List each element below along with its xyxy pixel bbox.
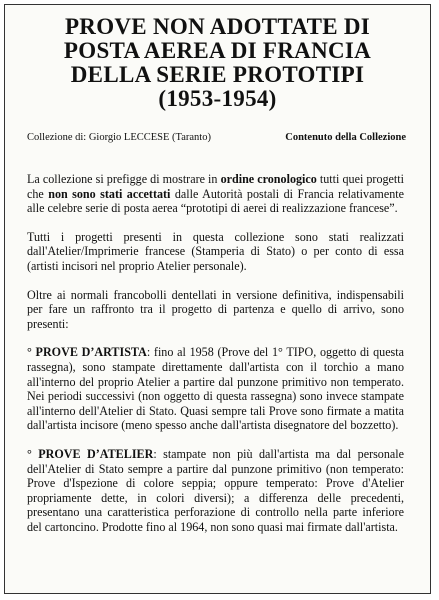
title-line-4: (1953-1954) [158, 86, 277, 111]
artist-proofs-heading: ° PROVE D’ARTISTA [27, 345, 147, 360]
collection-owner: Collezione di: Giorgio LECCESE (Taranto) [27, 132, 211, 143]
intro-emphasis-chronological: ordine cronologico [220, 172, 317, 186]
paragraph-intro [27, 172, 404, 216]
title-line-2: POSTA AEREA DI FRANCIA [63, 38, 372, 63]
paragraph-artist-proofs [27, 345, 404, 433]
page-title [5, 15, 430, 111]
paragraph-besides: Oltre ai normali francobolli dentellati in versione definitiva, indispensabili per fare un raffronto tra il progetto di partenza e quello di arrivo, sono presenti: [27, 287, 404, 331]
title-line-3: DELLA SERIE PROTOTIPI [70, 62, 365, 87]
atelier-proofs-heading: ° PROVE D’ATELIER [27, 446, 154, 461]
collection-meta [27, 132, 406, 143]
document-body [27, 172, 404, 548]
paragraph-atelier-proofs [27, 447, 404, 535]
atelier-proofs-text: : stampate non più dall'artista ma dal personale dell'Atelier di Stato sempre a partire dal punzone primitivo (non temperato: Prove d'Ispezione di colore seppia; oppure temperato: Prove d'Atelier propriamente dette, in colori diversi); a differenza delle precedenti, presentano una caratteristica perforazione di controllo nella parte inferiore del cartoncino. Prodotte fino al 1964, non sono quasi mai firmate dall'artista. [27, 446, 404, 534]
intro-text-a: La collezione si prefigge di mostrare in [27, 172, 221, 186]
title-line-1: PROVE NON ADOTTATE DI [64, 14, 371, 39]
artist-proofs-text: : fino al 1958 (Prove del 1° TIPO, oggetto di questa rassegna), sono stampate direttamente dall'artista con il torchio a mano all'interno del proprio Atelier a partire dal punzone primitivo non temperato. Nei periodi successivi (non oggetto di questa rassegna) sono invece stampate all'interno dell'Atelier di Stato. Quasi sempre tali Prove sono firmate a matita dall'artista incisore (meno spesso anche dall'artista disegnatore del bozzetto). [27, 345, 404, 433]
document-page [4, 4, 431, 594]
intro-emphasis-not-accepted: non sono stati accettati [48, 186, 171, 201]
collection-contents-label: Contenuto della Collezione [285, 132, 406, 143]
intro-text-e: dalle Autorità postali di Francia relativamente alle celebre serie di posta aerea “prototipi di aerei di realizzazione francese”. [27, 186, 404, 216]
paragraph-projects: Tutti i progetti presenti in questa collezione sono stati realizzati dall'Atelier/Imprimerie francese (Stamperia di Stato) o per conto di essa (artisti incisori nel proprio Atelier personale). [27, 229, 404, 273]
intro-text-c: tutti quei progetti che [27, 172, 405, 201]
